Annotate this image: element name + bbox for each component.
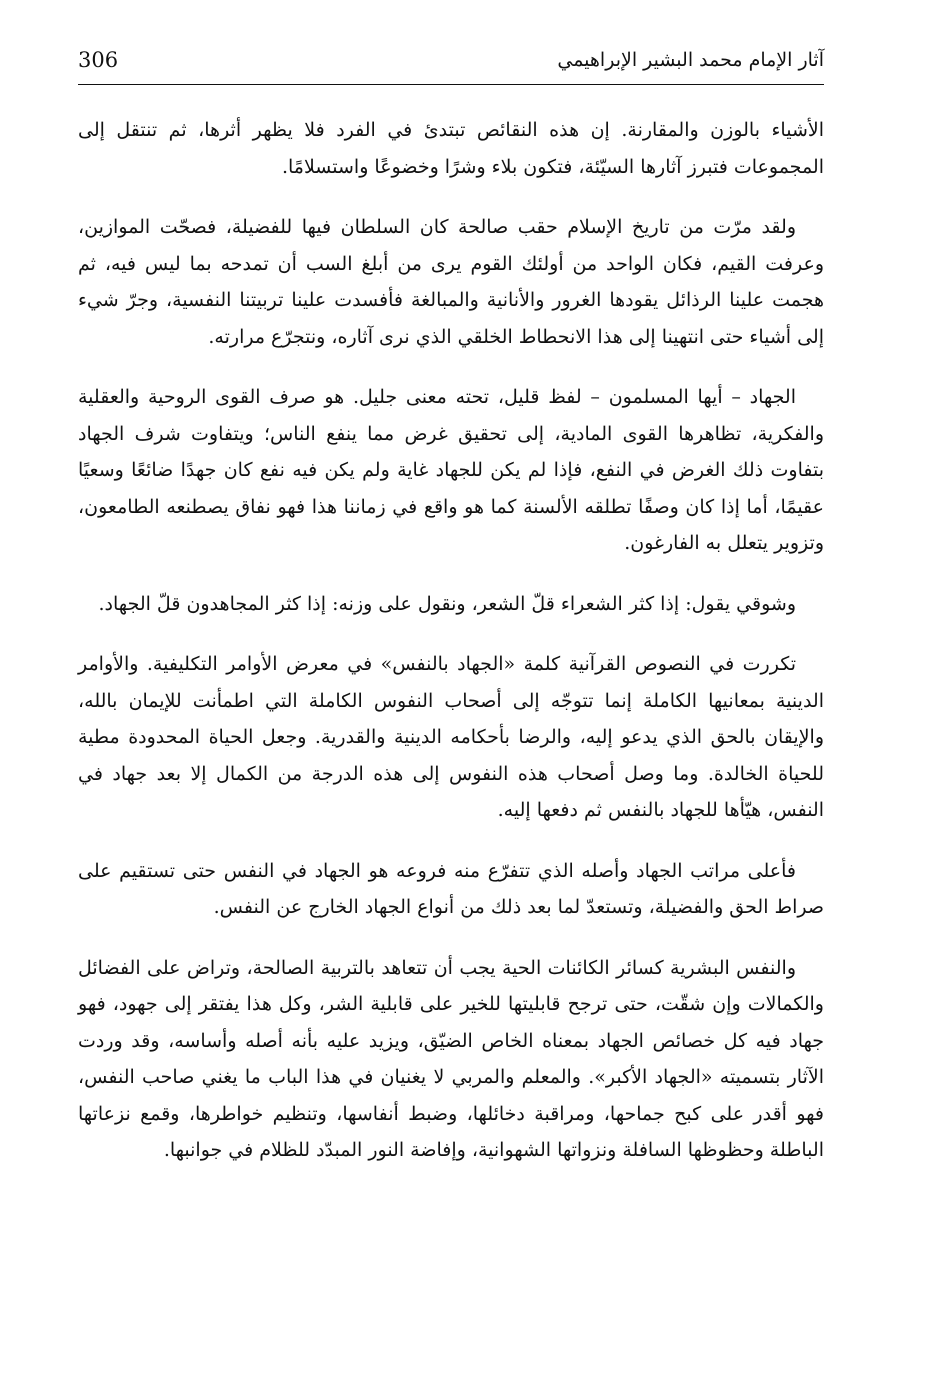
- header-rule: [78, 84, 824, 85]
- paragraph-1: الأشياء بالوزن والمقارنة. إن هذه النقائص تبتدئ في الفرد فلا يظهر أثرها، ثم تنتقل إلى المجموعات فتبرز آثارها السيّئة، فتكون بلاء وشرًا وخضوعًا واستسلامًا.: [78, 119, 824, 178]
- paragraph-3: الجهاد – أيها المسلمون – لفظ قليل، تحته معنى جليل. هو صرف القوى الروحية والعقلية والفكرية، تظاهرها القوى المادية، إلى تحقيق غرض مما ينفع الناس؛ ويتفاوت شرف الجهاد بتفاوت ذلك الغرض في النفع، فإذا لم يكن للجهاد غاية ولم يكن فيه نفع كان جهدًا ضائعًا وسعيًا عقيمًا، أما إذا كان وصفًا تطلقه الألسنة كما هو واقع في زماننا هذا فهو نفاق يصطنعه الطامعون، وتزوير يتعلل به الفارغون.: [78, 386, 824, 554]
- paragraph-4: وشوقي يقول: إذا كثر الشعراء قلّ الشعر، ونقول على وزنه: إذا كثر المجاهدون قلّ الجهاد.: [98, 592, 796, 615]
- body-text: [78, 112, 824, 1193]
- page-number: 306: [78, 48, 119, 72]
- paragraph-7: والنفس البشرية كسائر الكائنات الحية يجب أن تتعاهد بالتربية الصالحة، وتراض على الفضائل والكمالات وإن شقّت، حتى ترجح قابليتها للخير على قابلية الشر، وكل هذا يفتقر إلى جهود، فهو جهاد فيه كل خصائص الجهاد بمعناه الخاص الضيّق، ويزيد عليه بأنه أصله وأساسه، وقد وردت الآثار بتسميته «الجهاد الأكبر». والمعلم والمربي لا يغنيان في هذا الباب ما يغني صاحب النفس، فهو أقدر على كبح جماحها، ومراقبة دخائلها، وضبط أنفاسها، وتنظيم خواطرها، وقمع نزعاتها الباطلة وحظوظها السافلة ونزواتها الشهوانية، وإفاضة النور المبدّد للظلام في جوانبها.: [78, 956, 824, 1161]
- paragraph-6: فأعلى مراتب الجهاد وأصله الذي تتفرّع منه فروعه هو الجهاد في النفس حتى تستقيم على صراط الحق والفضيلة، وتستعدّ لما بعد ذلك من أنواع الجهاد الخارج عن النفس.: [78, 859, 824, 918]
- book-title: آثار الإمام محمد البشير الإبراهيمي: [557, 49, 824, 71]
- paragraph-5: تكررت في النصوص القرآنية كلمة «الجهاد بالنفس» في معرض الأوامر التكليفية. والأوامر الدينية بمعانيها الكاملة إنما تتوجّه إلى أصحاب النفوس الكاملة التي اطمأنت للإيمان بالله، والإيقان بالحق الذي يدعو إليه، والرضا بأحكامه الدينية والقدرية. وجعل الحياة المحدودة مطية للحياة الخالدة. وما وصل أصحاب هذه النفوس إلى هذه الدرجة من الكمال إلا بعد جهاد في النفس، هيّأها للجهاد بالنفس ثم دفعها إليه.: [78, 653, 824, 821]
- paragraph-2: ولقد مرّت من تاريخ الإسلام حقب صالحة كان السلطان فيها للفضيلة، فصحّت الموازين، وعرفت القيم، فكان الواحد من أولئك القوم يرى من أبلغ السب أن تمدحه بما ليس فيه، ثم هجمت علينا الرذائل يقودها الغرور والأنانية والمبالغة فأفسدت علينا تربيتنا النفسية، وجرّ شيء إلى أشياء حتى انتهينا إلى هذا الانحطاط الخلقي الذي نرى آثاره، ونتجرّع مرارته.: [78, 216, 824, 348]
- running-header: [78, 40, 824, 80]
